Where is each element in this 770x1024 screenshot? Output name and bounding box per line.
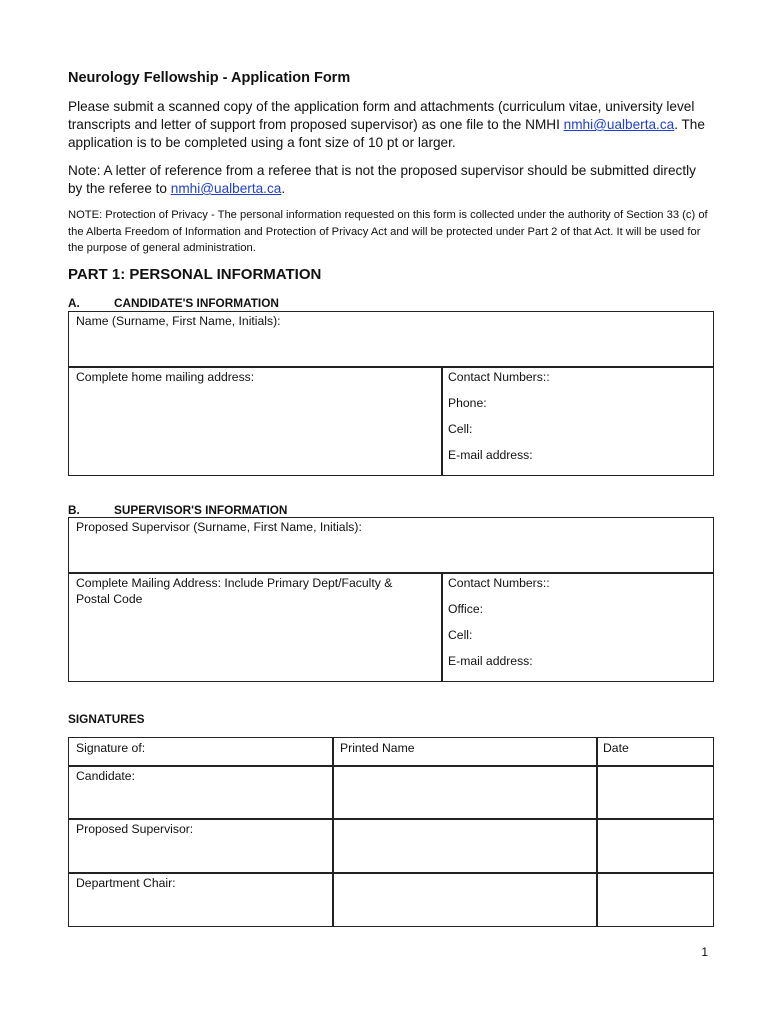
intro-paragraph [68, 98, 708, 152]
col-printed-name-header: Printed Name [340, 741, 415, 755]
col-date-header: Date [603, 741, 629, 755]
supervisor-office-field[interactable]: Office: [448, 602, 483, 616]
supervisor-name-field[interactable]: Proposed Supervisor (Surname, First Name, Initials): [76, 520, 362, 534]
divider [68, 366, 714, 368]
supervisor-section-heading [68, 503, 287, 517]
candidate-name-field[interactable]: Name (Surname, First Name, Initials): [76, 314, 281, 328]
reference-email-link[interactable]: nmhi@ualberta.ca [170, 181, 282, 196]
page-number: 1 [701, 945, 708, 959]
divider [68, 572, 714, 574]
candidate-cell-field[interactable]: Cell: [448, 422, 473, 436]
intro-text: Please submit a scanned copy of the application form and attachments (curriculum vitae, university level transcripts and letter of support from proposed supervisor) as one file to the NMHI [68, 99, 695, 132]
divider [68, 818, 714, 820]
part1-heading: PART 1: PERSONAL INFORMATION [68, 266, 322, 283]
supervisor-cell-field[interactable]: Cell: [448, 628, 473, 642]
supervisor-address-field[interactable]: Complete Mailing Address: Include Primary Dept/Faculty & Postal Code [76, 576, 393, 606]
candidate-phone-field[interactable]: Phone: [448, 396, 487, 410]
section-letter: B. [68, 503, 80, 517]
privacy-note: NOTE: Protection of Privacy - The personal information requested on this form is collected under the authority of Section 33 (c) of the Alberta Freedom of Information and Protection of Privacy Act and will be protected under Part 2 of that Act. It will be used for the purpose of general administration. [68, 209, 708, 254]
candidate-address-field[interactable]: Complete home mailing address: [76, 370, 255, 384]
candidate-info-table [68, 311, 714, 476]
section-title: SUPERVISOR'S INFORMATION [114, 503, 288, 517]
reference-note [68, 162, 708, 198]
supervisor-signature-field[interactable]: Proposed Supervisor: [76, 822, 194, 836]
form-title: Neurology Fellowship - Application Form [68, 70, 351, 86]
reference-note-text: Note: A letter of reference from a referee that is not the proposed supervisor should be submitted directly by the referee to [68, 163, 696, 196]
candidate-email-field[interactable]: E-mail address: [448, 448, 533, 462]
divider [441, 572, 443, 682]
supervisor-email-field[interactable]: E-mail address: [448, 654, 533, 668]
intro-email-link[interactable]: nmhi@ualberta.ca [563, 117, 675, 132]
intro-text-end: . The application is to be completed using a font size of 10 pt or larger. [68, 117, 705, 150]
candidate-signature-field[interactable]: Candidate: [76, 769, 135, 783]
divider [68, 765, 714, 767]
section-title: CANDIDATE'S INFORMATION [114, 296, 279, 310]
candidate-contact-heading: Contact Numbers:: [448, 370, 550, 384]
chair-signature-field[interactable]: Department Chair: [76, 876, 176, 890]
col-signature-header: Signature of: [76, 741, 146, 755]
divider [68, 872, 714, 874]
supervisor-contact-heading: Contact Numbers:: [448, 576, 550, 590]
candidate-section-heading [68, 296, 279, 310]
signatures-heading: SIGNATURES [68, 712, 145, 726]
reference-note-end: . [281, 181, 286, 196]
divider [441, 366, 443, 476]
section-letter: A. [68, 296, 80, 310]
